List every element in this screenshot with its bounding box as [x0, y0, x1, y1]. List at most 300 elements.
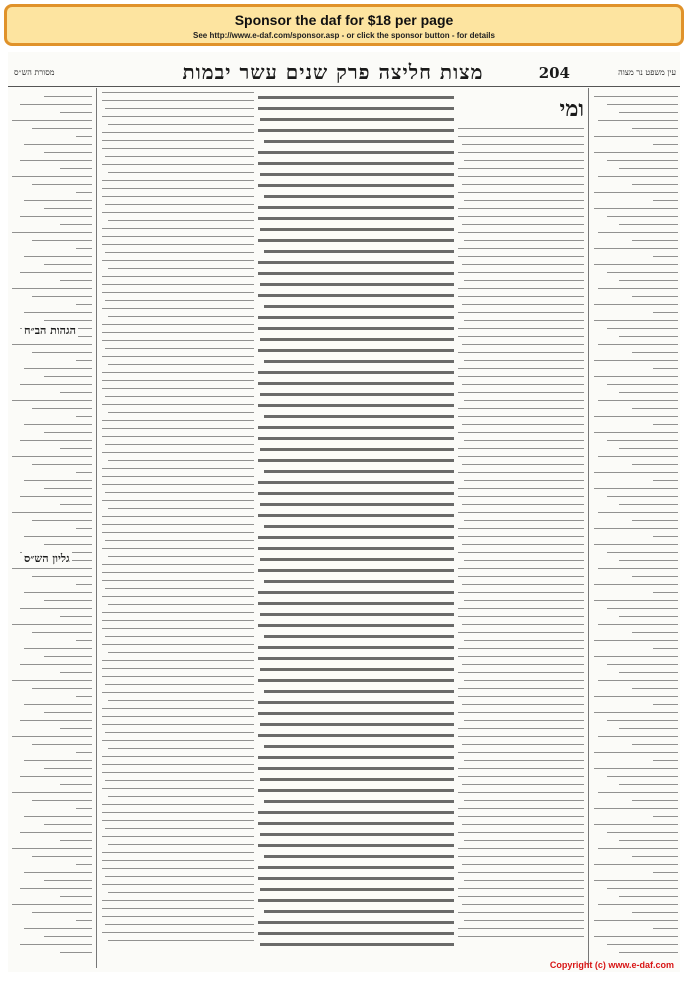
text-line: [102, 308, 254, 309]
text-line: [458, 376, 584, 377]
text-line: [264, 525, 454, 528]
text-line: [619, 168, 678, 169]
text-line: [653, 928, 678, 929]
text-line: [76, 584, 92, 585]
text-line: [458, 648, 584, 649]
text-line: [258, 316, 454, 319]
text-line: [458, 696, 584, 697]
text-line: [462, 584, 584, 585]
text-line: [102, 900, 254, 901]
text-line: [264, 415, 454, 418]
text-line: [258, 349, 454, 352]
text-line: [462, 224, 584, 225]
text-line: [653, 592, 678, 593]
text-line: [105, 684, 254, 685]
text-line: [594, 880, 678, 881]
text-line: [102, 236, 254, 237]
text-line: [258, 822, 454, 825]
text-line: [607, 776, 678, 777]
text-line: [264, 140, 454, 143]
text-line: [102, 260, 254, 261]
text-line: [458, 592, 584, 593]
text-line: [102, 244, 254, 245]
text-line: [458, 256, 584, 257]
text-line: [60, 112, 92, 113]
text-line: [653, 312, 678, 313]
text-line: [12, 736, 92, 737]
text-line: [462, 264, 584, 265]
text-line: [102, 404, 254, 405]
text-line: [258, 107, 454, 110]
text-line: [108, 412, 254, 413]
text-line: [102, 668, 254, 669]
text-line: [258, 932, 454, 935]
text-line: [258, 151, 454, 154]
text-line: [464, 680, 584, 681]
text-line: [607, 272, 678, 273]
text-line: [76, 360, 92, 361]
header-rule: [8, 86, 680, 87]
text-line: [24, 592, 92, 593]
text-line: [20, 272, 92, 273]
text-line: [60, 168, 92, 169]
text-line: [458, 552, 584, 553]
text-line: [458, 896, 584, 897]
text-line: [108, 700, 254, 701]
text-line: [260, 558, 454, 561]
text-line: [102, 276, 254, 277]
text-line: [108, 460, 254, 461]
text-line: [102, 596, 254, 597]
text-line: [594, 264, 678, 265]
text-line: [60, 616, 92, 617]
text-line: [458, 352, 584, 353]
text-line: [105, 300, 254, 301]
text-line: [20, 776, 92, 777]
text-line: [60, 728, 92, 729]
text-line: [462, 144, 584, 145]
text-line: [458, 712, 584, 713]
text-line: [102, 580, 254, 581]
text-line: [60, 896, 92, 897]
text-line: [102, 468, 254, 469]
text-line: [102, 372, 254, 373]
text-line: [594, 824, 678, 825]
text-line: [32, 744, 92, 745]
text-line: [594, 416, 678, 417]
text-line: [260, 613, 454, 616]
gilyon-hashas-label: גליון הש״ס: [24, 552, 70, 565]
text-line: [464, 800, 584, 801]
text-line: [607, 496, 678, 497]
text-line: [458, 408, 584, 409]
text-line: [632, 296, 678, 297]
text-line: [594, 376, 678, 377]
text-line: [102, 284, 254, 285]
text-line: [102, 612, 254, 613]
text-line: [44, 96, 92, 97]
text-line: [598, 904, 678, 905]
text-line: [264, 910, 454, 913]
text-line: [44, 432, 92, 433]
text-line: [76, 192, 92, 193]
text-line: [462, 344, 584, 345]
text-line: [264, 360, 454, 363]
text-line: [594, 136, 678, 137]
text-line: [20, 888, 92, 889]
text-line: [32, 912, 92, 913]
text-line: [102, 92, 254, 93]
text-line: [20, 160, 92, 161]
text-line: [632, 240, 678, 241]
text-line: [20, 440, 92, 441]
text-line: [458, 496, 584, 497]
text-line: [598, 288, 678, 289]
text-line: [594, 640, 678, 641]
text-line: [32, 576, 92, 577]
text-line: [24, 368, 92, 369]
text-line: [258, 96, 454, 99]
text-line: [102, 564, 254, 565]
text-line: [258, 239, 454, 242]
text-line: [76, 304, 92, 305]
text-line: [108, 796, 254, 797]
text-line: [598, 232, 678, 233]
text-line: [258, 217, 454, 220]
text-line: [105, 828, 254, 829]
text-line: [60, 280, 92, 281]
text-line: [105, 156, 254, 157]
text-line: [108, 268, 254, 269]
text-line: [458, 616, 584, 617]
text-line: [458, 168, 584, 169]
text-line: [24, 536, 92, 537]
text-line: [105, 636, 254, 637]
text-line: [458, 856, 584, 857]
text-line: [594, 752, 678, 753]
text-line: [102, 148, 254, 149]
text-line: [464, 720, 584, 721]
text-line: [102, 500, 254, 501]
text-line: [12, 904, 92, 905]
text-line: [32, 352, 92, 353]
text-line: [258, 767, 454, 770]
text-line: [458, 808, 584, 809]
text-line: [632, 408, 678, 409]
text-line: [20, 720, 92, 721]
text-line: [102, 708, 254, 709]
text-line: [258, 866, 454, 869]
text-line: [32, 688, 92, 689]
text-line: [108, 556, 254, 557]
text-line: [105, 108, 254, 109]
text-line: [258, 899, 454, 902]
text-line: [464, 920, 584, 921]
text-line: [260, 833, 454, 836]
opening-word: ומי: [559, 96, 584, 122]
text-line: [464, 560, 584, 561]
text-line: [102, 644, 254, 645]
text-line: [258, 712, 454, 715]
text-line: [260, 173, 454, 176]
text-line: [619, 672, 678, 673]
text-line: [464, 520, 584, 521]
text-line: [619, 504, 678, 505]
text-line: [60, 392, 92, 393]
text-line: [32, 128, 92, 129]
text-line: [607, 664, 678, 665]
text-line: [458, 128, 584, 129]
text-line: [76, 864, 92, 865]
text-line: [458, 208, 584, 209]
text-line: [102, 916, 254, 917]
text-line: [594, 488, 678, 489]
text-line: [458, 536, 584, 537]
text-line: [12, 512, 92, 513]
text-line: [458, 848, 584, 849]
ein-mishpat-label: עין משפט נר מצוה: [618, 68, 676, 77]
text-line: [632, 632, 678, 633]
text-line: [24, 872, 92, 873]
text-line: [76, 528, 92, 529]
text-line: [102, 620, 254, 621]
hagahot-habach-label: הגהות הב״ח: [24, 324, 76, 337]
text-line: [458, 528, 584, 529]
text-line: [258, 536, 454, 539]
text-line: [462, 904, 584, 905]
text-line: [264, 800, 454, 803]
text-line: [458, 448, 584, 449]
text-line: [653, 760, 678, 761]
text-line: [464, 440, 584, 441]
text-line: [619, 840, 678, 841]
text-line: [76, 472, 92, 473]
sponsor-title[interactable]: Sponsor the daf for $18 per page: [234, 12, 454, 28]
text-line: [598, 176, 678, 177]
text-line: [102, 164, 254, 165]
text-line: [458, 608, 584, 609]
text-line: [105, 540, 254, 541]
text-line: [458, 736, 584, 737]
sponsor-link[interactable]: See http://www.e-daf.com/sponsor.asp - or click the sponsor button - for details: [193, 31, 495, 40]
text-line: [105, 924, 254, 925]
text-line: [12, 288, 92, 289]
text-line: [598, 512, 678, 513]
text-line: [44, 488, 92, 489]
text-line: [102, 676, 254, 677]
text-line: [260, 283, 454, 286]
text-line: [108, 124, 254, 125]
text-line: [102, 692, 254, 693]
text-line: [260, 448, 454, 451]
text-line: [462, 704, 584, 705]
text-line: [102, 332, 254, 333]
text-line: [632, 688, 678, 689]
text-line: [102, 788, 254, 789]
text-line: [458, 568, 584, 569]
page-title: מצות חליצה פרק שנים עשר יבמות: [182, 60, 484, 84]
text-line: [632, 744, 678, 745]
text-line: [108, 940, 254, 941]
text-line: [607, 160, 678, 161]
text-line: [76, 920, 92, 921]
text-line: [458, 272, 584, 273]
text-line: [258, 294, 454, 297]
text-line: [464, 840, 584, 841]
text-line: [44, 376, 92, 377]
text-line: [458, 776, 584, 777]
text-line: [594, 248, 678, 249]
text-line: [458, 232, 584, 233]
text-line: [102, 660, 254, 661]
text-line: [20, 832, 92, 833]
text-line: [607, 440, 678, 441]
copyright-notice: Copyright (c) www.e-daf.com: [549, 960, 674, 970]
text-line: [264, 195, 454, 198]
text-line: [458, 512, 584, 513]
text-line: [653, 256, 678, 257]
text-line: [598, 400, 678, 401]
text-line: [464, 280, 584, 281]
text-line: [258, 492, 454, 495]
left-margin-column: [12, 96, 92, 966]
text-line: [258, 129, 454, 132]
text-line: [462, 184, 584, 185]
text-line: [258, 756, 454, 759]
text-line: [44, 152, 92, 153]
text-line: [102, 836, 254, 837]
text-line: [108, 220, 254, 221]
text-line: [594, 768, 678, 769]
text-line: [44, 208, 92, 209]
text-line: [594, 472, 678, 473]
text-line: [44, 936, 92, 937]
text-line: [458, 136, 584, 137]
text-line: [632, 520, 678, 521]
text-line: [44, 768, 92, 769]
text-line: [32, 632, 92, 633]
text-line: [102, 524, 254, 525]
text-line: [44, 712, 92, 713]
text-line: [619, 952, 678, 953]
text-line: [607, 832, 678, 833]
text-line: [258, 481, 454, 484]
text-line: [619, 728, 678, 729]
text-line: [619, 784, 678, 785]
text-line: [258, 734, 454, 737]
text-line: [24, 760, 92, 761]
text-line: [462, 384, 584, 385]
text-line: [12, 232, 92, 233]
text-line: [264, 305, 454, 308]
text-line: [102, 812, 254, 813]
text-line: [102, 740, 254, 741]
text-line: [32, 520, 92, 521]
text-line: [258, 701, 454, 704]
text-line: [258, 206, 454, 209]
text-line: [60, 672, 92, 673]
text-line: [102, 436, 254, 437]
text-line: [594, 712, 678, 713]
text-line: [102, 764, 254, 765]
text-line: [258, 261, 454, 264]
text-line: [632, 464, 678, 465]
text-line: [102, 884, 254, 885]
text-line: [632, 800, 678, 801]
text-line: [102, 756, 254, 757]
text-line: [102, 852, 254, 853]
text-line: [102, 908, 254, 909]
text-line: [108, 892, 254, 893]
text-line: [594, 96, 678, 97]
text-line: [594, 696, 678, 697]
text-line: [458, 248, 584, 249]
text-line: [108, 748, 254, 749]
text-line: [653, 648, 678, 649]
text-line: [607, 608, 678, 609]
text-line: [264, 855, 454, 858]
gutter-left: [96, 88, 97, 968]
text-line: [464, 880, 584, 881]
text-line: [458, 752, 584, 753]
text-line: [594, 808, 678, 809]
text-line: [458, 728, 584, 729]
text-line: [260, 338, 454, 341]
text-line: [458, 368, 584, 369]
text-line: [102, 132, 254, 133]
text-line: [653, 704, 678, 705]
text-line: [102, 484, 254, 485]
text-line: [458, 576, 584, 577]
text-line: [102, 388, 254, 389]
text-line: [32, 856, 92, 857]
sponsor-banner[interactable]: [4, 4, 684, 46]
text-line: [458, 832, 584, 833]
text-line: [102, 476, 254, 477]
text-line: [607, 720, 678, 721]
text-line: [260, 228, 454, 231]
text-line: [60, 784, 92, 785]
text-line: [598, 792, 678, 793]
text-line: [258, 789, 454, 792]
text-line: [76, 416, 92, 417]
text-line: [632, 576, 678, 577]
text-line: [44, 264, 92, 265]
text-line: [258, 657, 454, 660]
text-line: [619, 896, 678, 897]
text-line: [24, 704, 92, 705]
text-line: [44, 824, 92, 825]
text-line: [458, 312, 584, 313]
text-line: [464, 240, 584, 241]
text-line: [44, 880, 92, 881]
sponsor-subtitle[interactable]: [7, 31, 681, 40]
text-line: [458, 152, 584, 153]
text-line: [264, 580, 454, 583]
text-line: [653, 200, 678, 201]
text-line: [462, 784, 584, 785]
text-line: [102, 228, 254, 229]
text-line: [20, 664, 92, 665]
text-line: [260, 723, 454, 726]
page-number: 204: [538, 64, 570, 82]
text-line: [464, 360, 584, 361]
text-line: [102, 188, 254, 189]
text-line: [594, 920, 678, 921]
text-line: [105, 732, 254, 733]
text-line: [594, 600, 678, 601]
text-line: [105, 348, 254, 349]
